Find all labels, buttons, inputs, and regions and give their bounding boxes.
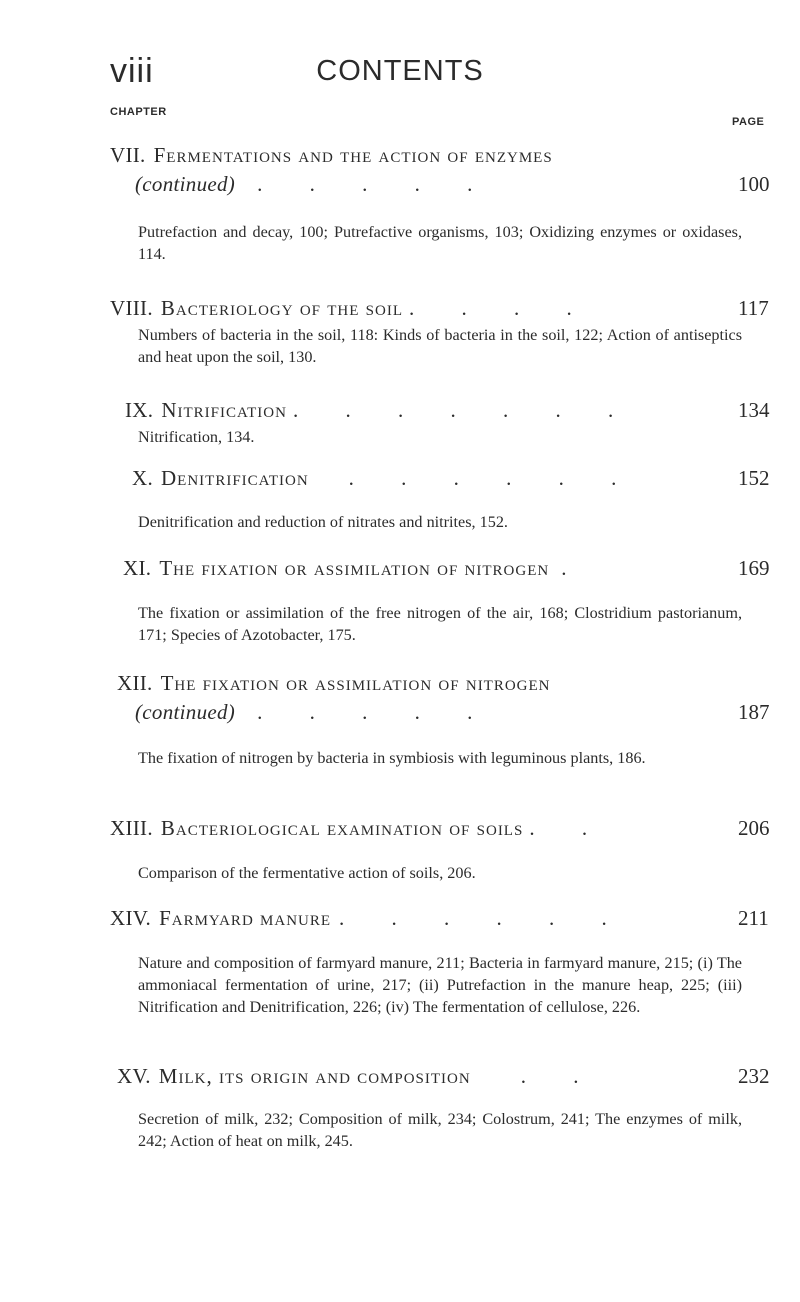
chapter-heading: IX. Nitrification . . . . . . . (125, 398, 635, 422)
chapter-page: 134 (738, 398, 770, 422)
continued-label: (continued) (135, 700, 236, 724)
page-number: viii (110, 52, 154, 90)
chapter-page: 117 (738, 296, 769, 320)
running-head: CONTENTS (316, 55, 484, 87)
chapter-column-label: CHAPTER (110, 106, 167, 118)
chapter-heading (110, 143, 730, 168)
chapter-heading: XI. The fixation or assimilation of nitrogen . (123, 556, 588, 580)
chapter-heading: XV. Milk, its origin and composition . . (117, 1064, 600, 1088)
chapter-heading: XIV. Farmyard manure . . . . . . (110, 906, 628, 930)
chapter-title: Bacteriological examination of soils (160, 816, 524, 840)
chapter-page: 169 (738, 556, 770, 580)
chapter-numeral: XII. (117, 671, 153, 695)
chapter-summary: Denitrification and reduction of nitrates and nitrites, 152. (138, 513, 508, 531)
chapter-page: 211 (738, 906, 769, 930)
page-column-label: PAGE (732, 116, 765, 128)
chapter-numeral: IX. (125, 398, 154, 422)
chapter-heading-continued: (continued) . . . . . (135, 172, 494, 196)
chapter-numeral: XI. (123, 556, 152, 580)
chapter-summary: Nature and composition of farmyard manure, 211; Bacteria in farmyard manure, 215; (i) The ammoniacal fermentation of urine, 217; (ii) Putrefaction in the manure heap, 225; (iii) Nitrification and Denitrification, 226; (iv) The fermentation of cellulose, 226. (138, 954, 742, 1016)
chapter-page: 232 (738, 1064, 770, 1088)
chapter-title: Bacteriology of the soil (160, 296, 403, 320)
chapter-title: Nitrification (161, 398, 287, 422)
chapter-page: 152 (738, 466, 770, 490)
chapter-numeral: VIII. (110, 296, 153, 320)
chapter-page: 187 (738, 700, 770, 724)
chapter-title: Denitrification (161, 466, 309, 490)
chapter-numeral: XV. (117, 1064, 151, 1088)
chapter-heading-continued: (continued) . . . . . (135, 700, 494, 724)
chapter-summary: Numbers of bacteria in the soil, 118: Kinds of bacteria in the soil, 122; Action of antiseptics and heat upon the soil, 130. (138, 326, 742, 366)
chapter-title: Milk, its origin and composition (158, 1064, 471, 1088)
chapter-title: Fermentations and the action of enzymes (153, 143, 553, 167)
continued-label: (continued) (135, 172, 236, 196)
chapter-summary: Putrefaction and decay, 100; Putrefactive organisms, 103; Oxidizing enzymes or oxidases, 114. (138, 223, 742, 263)
chapter-numeral: XIV. (110, 906, 152, 930)
chapter-numeral: XIII. (110, 816, 153, 840)
chapter-numeral: X. (132, 466, 154, 490)
chapter-summary: The fixation or assimilation of the free nitrogen of the air, 168; Clostridium pastorianum, 171; Species of Azotobacter, 175. (138, 604, 742, 644)
chapter-heading (117, 671, 737, 696)
chapter-heading: VIII. Bacteriology of the soil . . . . (110, 296, 593, 320)
chapter-numeral: VII. (110, 143, 146, 167)
chapter-summary: Nitrification, 134. (138, 428, 255, 446)
chapter-heading: XIII. Bacteriological examination of soils . . (110, 816, 609, 840)
chapter-heading: X. Denitrification . . . . . . (132, 466, 638, 490)
chapter-title: The fixation or assimilation of nitrogen (159, 556, 550, 580)
chapter-summary: Comparison of the fermentative action of soils, 206. (138, 864, 476, 882)
chapter-summary: The fixation of nitrogen by bacteria in symbiosis with leguminous plants, 186. (138, 749, 646, 767)
chapter-page: 206 (738, 816, 770, 840)
chapter-summary: Secretion of milk, 232; Composition of milk, 234; Colostrum, 241; The enzymes of milk, 242; Action of heat on milk, 245. (138, 1110, 742, 1150)
chapter-title: The fixation or assimilation of nitrogen (160, 671, 551, 695)
chapter-title: Farmyard manure (159, 906, 332, 930)
chapter-page: 100 (738, 172, 770, 196)
